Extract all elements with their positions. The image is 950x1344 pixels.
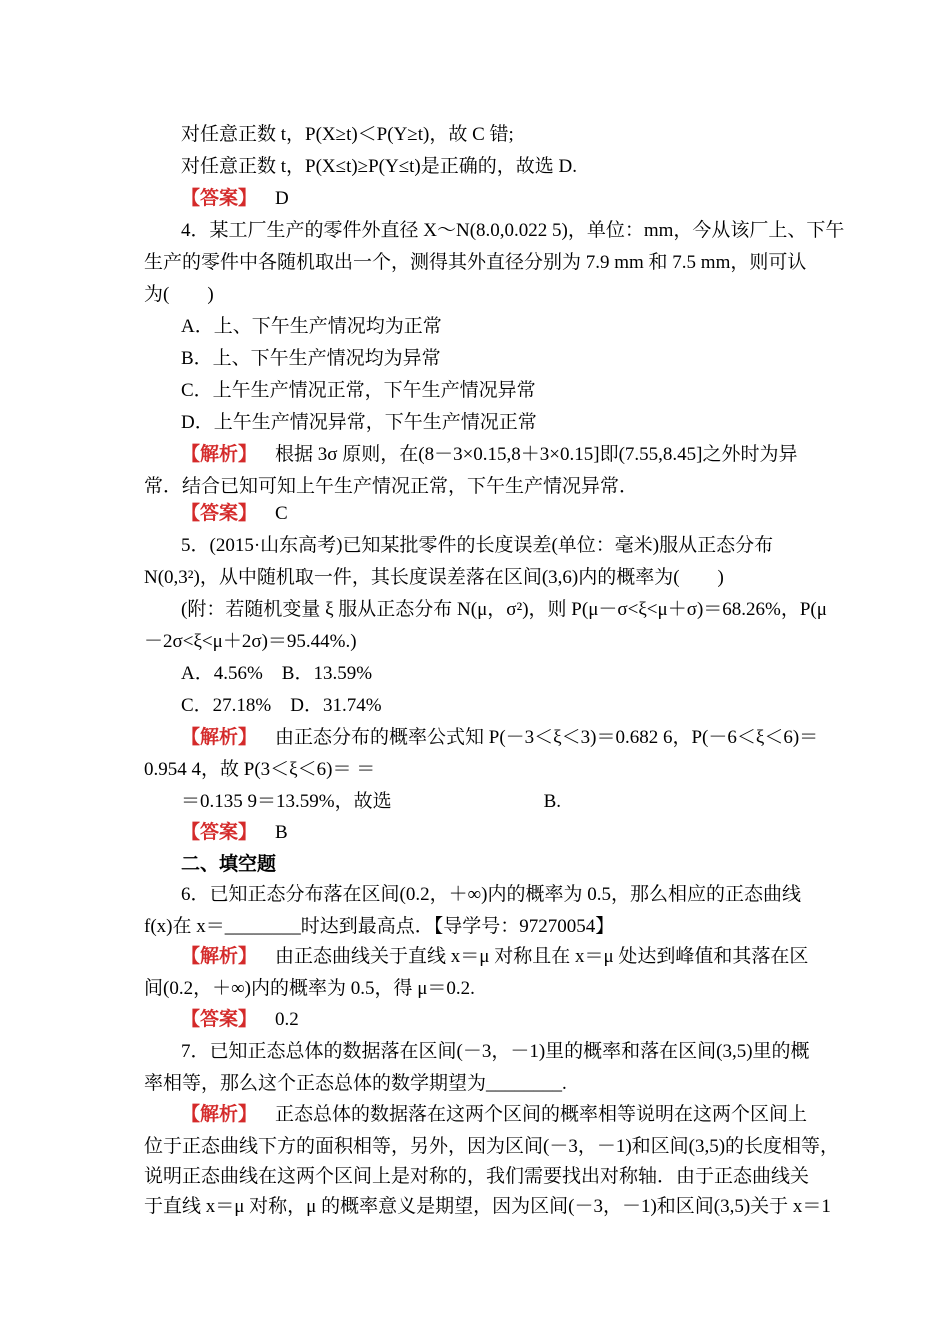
analysis-tag: 【解析】 (181, 946, 258, 967)
text-line: 间(0.2，＋∞)内的概率为 0.5，得 μ＝0.2. (144, 978, 475, 999)
option-cd: C．27.18% D．31.74% (181, 695, 382, 716)
option-ab: A．4.56% B．13.59% (181, 663, 373, 684)
analysis-text: 正态总体的数据落在这两个区间的概率相等说明在这两个区间上 (275, 1104, 808, 1125)
answer-tag: 【答案】 (181, 188, 258, 209)
text-line: 率相等，那么这个正态总体的数学期望为________. (144, 1073, 567, 1094)
analysis-line (181, 441, 798, 469)
note-line: －2σ<ξ<μ＋2σ)＝95.44%.) (144, 631, 357, 652)
text-line: 说明正态曲线在这两个区间上是对称的，我们需要找出对称轴．由于正态曲线关 (144, 1166, 810, 1187)
analysis-line (181, 1101, 807, 1129)
text-line: 位于正态曲线下方的面积相等，另外，因为区间(－3，－1)和区间(3,5)的长度相等， (144, 1136, 840, 1157)
answer-tag: 【答案】 (181, 1009, 258, 1030)
analysis-text: 由正态曲线关于直线 x＝μ 对称且在 x＝μ 处达到峰值和其落在区 (275, 946, 809, 967)
question-4-line: 4．某工厂生产的零件外直径 X～N(8.0,0.022 5)，单位：mm，今从该厂上、下午 (181, 220, 845, 241)
text-line: N(0,3²)，从中随机取一件，其长度误差落在区间(3,6)内的概率为( ) (144, 567, 724, 588)
text-line: 生产的零件中各随机取出一个，测得其外直径分别为 7.9 mm 和 7.5 mm，则可认 (144, 252, 807, 273)
answer-tag: 【答案】 (181, 503, 258, 524)
analysis-text: 根据 3σ 原则，在(8－3×0.15,8＋3×0.15]即(7.55,8.45]之外时为异 (275, 444, 798, 465)
text-line: ＝0.135 9＝13.59%，故选 B. (181, 791, 562, 812)
question-6-line: 6．已知正态分布落在区间(0.2，＋∞)内的概率为 0.5，那么相应的正态曲线 (181, 884, 801, 905)
analysis-tag: 【解析】 (181, 727, 258, 748)
option-d: D．上午生产情况异常，下午生产情况正常 (181, 412, 537, 433)
text-line: 对任意正数 t，P(X≥t)＜P(Y≥t)，故 C 错; (181, 124, 514, 145)
text-line: 对任意正数 t，P(X≤t)≥P(Y≤t)是正确的，故选 D. (181, 156, 577, 177)
answer-tag: 【答案】 (181, 822, 258, 843)
note-line: (附：若随机变量 ξ 服从正态分布 N(μ，σ²)，则 P(μ－σ<ξ<μ＋σ)＝68.26%，P(μ (181, 599, 827, 620)
answer-line (181, 500, 288, 528)
text-line: 0.954 4，故 P(3＜ξ＜6)＝ ＝ (144, 759, 376, 780)
analysis-tag: 【解析】 (181, 1104, 258, 1125)
text-line: f(x)在 x＝________时达到最高点．【导学号：97270054】 (144, 916, 615, 937)
answer-value: D (275, 188, 289, 209)
answer-value: 0.2 (275, 1009, 299, 1030)
option-a: A．上、下午生产情况均为正常 (181, 316, 442, 337)
question-7-line: 7．已知正态总体的数据落在区间(－3，－1)里的概率和落在区间(3,5)里的概 (181, 1041, 810, 1062)
text-line: 于直线 x＝μ 对称，μ 的概率意义是期望，因为区间(－3，－1)和区间(3,5)关于 x＝1 (144, 1196, 831, 1217)
text-line: 常．结合已知可知上午生产情况正常，下午生产情况异常． (144, 476, 639, 497)
answer-line (181, 185, 289, 213)
option-c: C．上午生产情况正常，下午生产情况异常 (181, 380, 536, 401)
question-5-line: 5．(2015·山东高考)已知某批零件的长度误差(单位：毫米)服从正态分布 (181, 535, 774, 556)
answer-value: B (275, 822, 288, 843)
analysis-text: 由正态分布的概率公式知 P(－3＜ξ＜3)＝0.682 6，P(－6＜ξ＜6)＝ (275, 727, 819, 748)
analysis-tag: 【解析】 (181, 444, 258, 465)
text-line: 为( ) (144, 284, 214, 305)
answer-line (181, 1006, 299, 1034)
section-heading: 二、填空题 (181, 854, 277, 875)
answer-line (181, 819, 288, 847)
analysis-line (181, 943, 808, 971)
analysis-line (181, 724, 818, 752)
answer-value: C (275, 503, 288, 524)
option-b: B．上、下午生产情况均为异常 (181, 348, 441, 369)
